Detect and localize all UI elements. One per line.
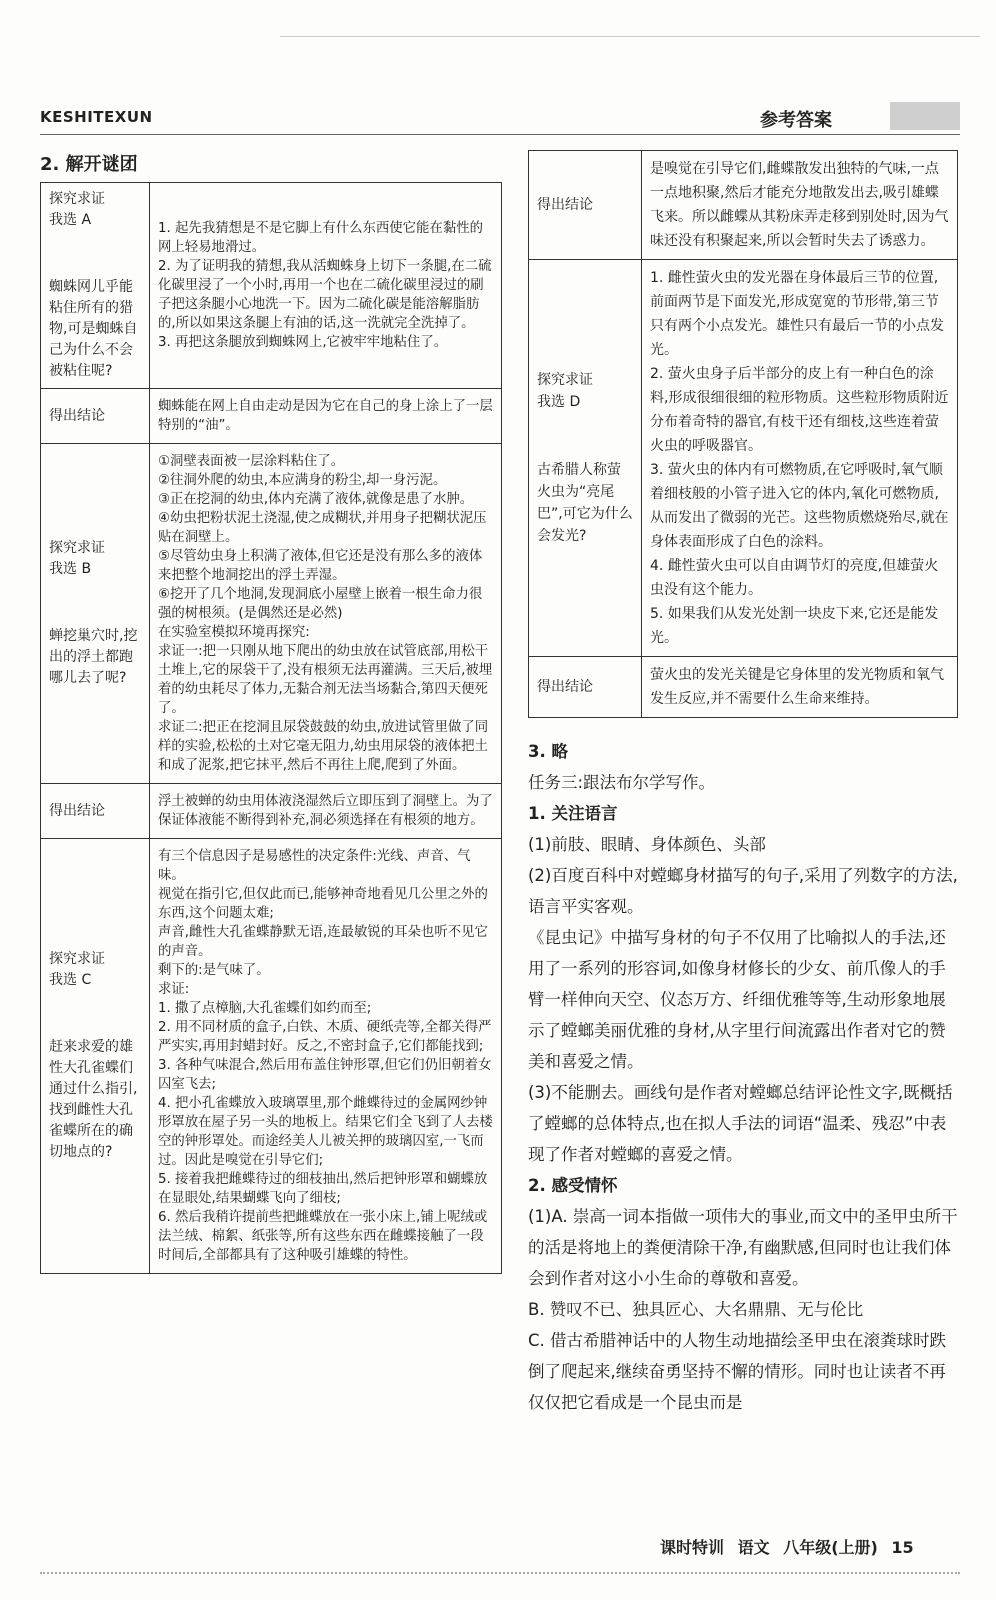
table-row (41, 183, 502, 389)
row-label-cell (41, 444, 150, 784)
table-row (41, 389, 502, 444)
answer-paragraph: (1)A. 崇高一词本指做一项伟大的事业,而文中的圣甲虫所干的活是将地上的粪便清除干净,有幽默感,但同时也让我们体会到作者对这小小生命的尊敬和喜爱。 (528, 1207, 958, 1288)
page-header (40, 104, 960, 134)
row-label-cell (41, 183, 150, 389)
answer-paragraph: 任务三:跟法布尔学写作。 (528, 773, 716, 792)
page-number: 15 (891, 1538, 914, 1557)
brand-name: KESHITEXUN (40, 108, 153, 126)
row-label-cell (41, 839, 150, 1274)
row-label: 得出结论 (537, 679, 593, 695)
row-label: 探究求证 我选 D (537, 372, 593, 410)
answer-paragraph: 1. 关注语言 (528, 804, 618, 823)
row-label-cell (41, 389, 150, 444)
header-gray-block (890, 102, 960, 130)
page-footer (660, 1535, 922, 1558)
answer-paragraph: C. 借古希腊神话中的人物生动地描绘圣甲虫在滚粪球时跌倒了爬起来,继续奋勇坚持不懈的情形。同时也让读者不再仅仅把它看成是一个昆虫而是 (528, 1331, 947, 1412)
answer-paragraph: (1)前肢、眼睛、身体颜色、头部 (528, 835, 766, 854)
answer-paragraph: 《昆虫记》中描写身材的句子不仅用了比喻拟人的手法,还用了一系列的形容词,如像身材修长的少女、前爪像人的手臂一样伸向天空、仪态万方、纤细优雅等等,生动形象地展示了螳螂美丽优雅的身材,从字里行间流露出作者对它的赞美和喜爱之情。 (528, 928, 946, 1071)
footer-grade: 八年级(上册) (783, 1538, 878, 1557)
header-rule (40, 134, 960, 135)
row-content: 蜘蛛能在网上自由走动是因为它在自己的身上涂上了一层特别的“油”。 (150, 389, 502, 444)
row-content: 有三个信息因子是易感性的决定条件:光线、声音、气味。 视觉在指引它,但仅此而已,能够神奇地看见几公里之外的东西,这个问题太难; 声音,雌性大孔雀蝶静默无语,连最敏锐的耳朵也听不见它的声音。 剩下的:是气味了。 求证: 1. 撒了点樟脑,大孔雀蝶们如约而至; 2. 用不同材质的盒子,白铁、木质、硬纸壳等,全都关得严严实实,再用封蜡封好。反之,不密封盒子,它们都能找到; 3. 各种气味混合,然后用布盖住钟形罩,但它们仍旧朝着女囚室飞去; 4. 把小孔雀蝶放入玻璃罩里,那个雌蝶待过的金属网纱钟形罩放在屋子另一头的地板上。结果它们全飞到了人去楼空的钟形罩处。而途经美人儿被关押的玻璃囚室,一飞而过。因此是嗅觉在引导它们; 5. 接着我把雌蝶待过的细枝抽出,然后把钟形罩和蝴蝶放在显眼处,结果蝴蝶飞向了细枝; 6. 然后我稍许提前些把雌蝶放在一张小床上,铺上呢绒或法兰绒、棉絮、纸张等,所有这些东西在雌蝶接触了一段时间后,全部都具有了这种吸引雄蝶的特性。 (150, 839, 502, 1274)
row-content: 1. 雌性萤火虫的发光器在身体最后三节的位置,前面两节是下面发光,形成宽宽的节形带,第三节只有两个小点发光。雄性只有最后一节的小点发光。 2. 萤火虫身子后半部分的皮上有一种白色的涂料,形成很细很细的粒形物质。这些粒形物质附近分布着奇特的器官,有枝干还有细枝,这些连着萤火虫的呼吸器官。 3. 萤火虫的体内有可燃物质,在它呼吸时,氧气顺着细枝般的小管子进入它的体内,氧化可燃物质,从而发出了微弱的光芒。这些物质燃烧殆尽,就在身体表面形成了白色的涂料。 4. 雌性萤火虫可以自由调节灯的亮度,但雄萤火虫没有这个能力。 5. 如果我们从发光处割一块皮下来,它还是能发光。 (642, 260, 958, 657)
table-row (41, 839, 502, 1274)
table-row (529, 151, 958, 260)
row-label: 探究求证 我选 A (49, 191, 105, 228)
inquiry-table-left (40, 182, 502, 1274)
row-label-cell (529, 657, 642, 718)
row-label: 得出结论 (537, 197, 593, 213)
footer-book: 课时特训 (660, 1538, 725, 1557)
table-row (529, 260, 958, 657)
row-content: 1. 起先我猜想是不是它脚上有什么东西使它能在黏性的网上轻易地滑过。 2. 为了证明我的猜想,我从活蜘蛛身上切下一条腿,在二硫化碳里浸了一个小时,再用一个也在二硫化碳里浸过的刷子把这条腿小心地洗一下。因为二硫化碳是能溶解脂肪的,所以如果这条腿上有油的话,这一洗就完全洗掉了。 3. 再把这条腿放到蜘蛛网上,它被牢牢地粘住了。 (150, 183, 502, 389)
row-question: 赶来求爱的雄性大孔雀蝶们通过什么指引,找到雌性大孔雀蝶所在的确切地点的? (49, 1039, 138, 1160)
row-question: 古希腊人称萤火虫为“亮尾巴”,可它为什么会发光? (537, 462, 633, 544)
footer-dotted-rule (40, 1572, 960, 1574)
inquiry-table-right (528, 150, 958, 718)
row-question: 蝉挖巢穴时,挖出的浮土都跑哪儿去了呢? (49, 628, 138, 686)
table-row (41, 784, 502, 839)
left-column (40, 150, 502, 1274)
footer-subject: 语文 (737, 1538, 770, 1557)
row-question: 蜘蛛网儿乎能粘住所有的猎物,可是蜘蛛自己为什么不会被粘住呢? (49, 279, 138, 379)
answer-paragraph: 3. 略 (528, 742, 568, 761)
row-label: 得出结论 (49, 802, 105, 819)
row-content: 是嗅觉在引导它们,雌蝶散发出独特的气味,一点一点地积聚,然后才能充分地散发出去,吸引雄蝶飞来。所以雌蝶从其粉床弄走移到别处时,因为气味还没有积聚起来,所以会暂时失去了诱惑力。 (642, 151, 958, 260)
row-label-cell (529, 151, 642, 260)
right-column (528, 150, 958, 1418)
row-label: 探究求证 我选 B (49, 540, 105, 577)
row-content: 萤火虫的发光关键是它身体里的发光物质和氧气发生反应,并不需要什么生命来维持。 (642, 657, 958, 718)
answer-paragraph: 2. 感受情怀 (528, 1176, 618, 1195)
row-label: 探究求证 我选 C (49, 951, 105, 988)
answer-paragraph: (3)不能删去。画线句是作者对螳螂总结评论性文字,既概括了螳螂的总体特点,也在拟人手法的词语“温柔、残忍”中表现了作者对螳螂的喜爱之情。 (528, 1083, 953, 1164)
answer-text (528, 736, 958, 1418)
top-rule (280, 36, 980, 37)
row-content: 浮土被蝉的幼虫用体液浇湿然后立即压到了洞壁上。为了保证体液能不断得到补充,洞必须选择在有根须的地方。 (150, 784, 502, 839)
answer-paragraph: B. 赞叹不已、独具匠心、大名鼎鼎、无与伦比 (528, 1300, 864, 1319)
answer-paragraph: (2)百度百科中对螳螂身材描写的句子,采用了列数字的方法,语言平实客观。 (528, 866, 958, 916)
row-label-cell (41, 784, 150, 839)
table-row (529, 657, 958, 718)
row-label: 得出结论 (49, 407, 105, 424)
row-label-cell (529, 260, 642, 657)
table-row (41, 444, 502, 784)
row-content: ①洞壁表面被一层涂料粘住了。 ②往洞外爬的幼虫,本应满身的粉尘,却一身污泥。 ③正在挖洞的幼虫,体内充满了液体,就像是患了水肿。 ④幼虫把粉状泥土浇湿,使之成糊状,并用身子把糊状泥压贴在洞壁上。 ⑤尽管幼虫身上积满了液体,但它还是没有那么多的液体来把整个地洞挖出的浮土弄湿。 ⑥挖开了几个地洞,发现洞底小屋壁上嵌着一根生命力很强的树根须。(是偶然还是必然) 在实验室模拟环境再探究: 求证一:把一只刚从地下爬出的幼虫放在试管底部,用松干土堆上,它的尿袋干了,没有根须无法再灌满。三天后,被埋着的幼虫耗尽了体力,无黏合剂无法当场黏合,第四天便死了。 求证二:把正在挖洞且尿袋鼓鼓的幼虫,放进试管里做了同样的实验,松松的土对它毫无阻力,幼虫用尿袋的液体把土和成了泥浆,把它抹平,然后不再往上爬,爬到了外面。 (150, 444, 502, 784)
section-title: 参考答案 (760, 110, 832, 131)
section-heading: 2. 解开谜团 (40, 154, 138, 175)
